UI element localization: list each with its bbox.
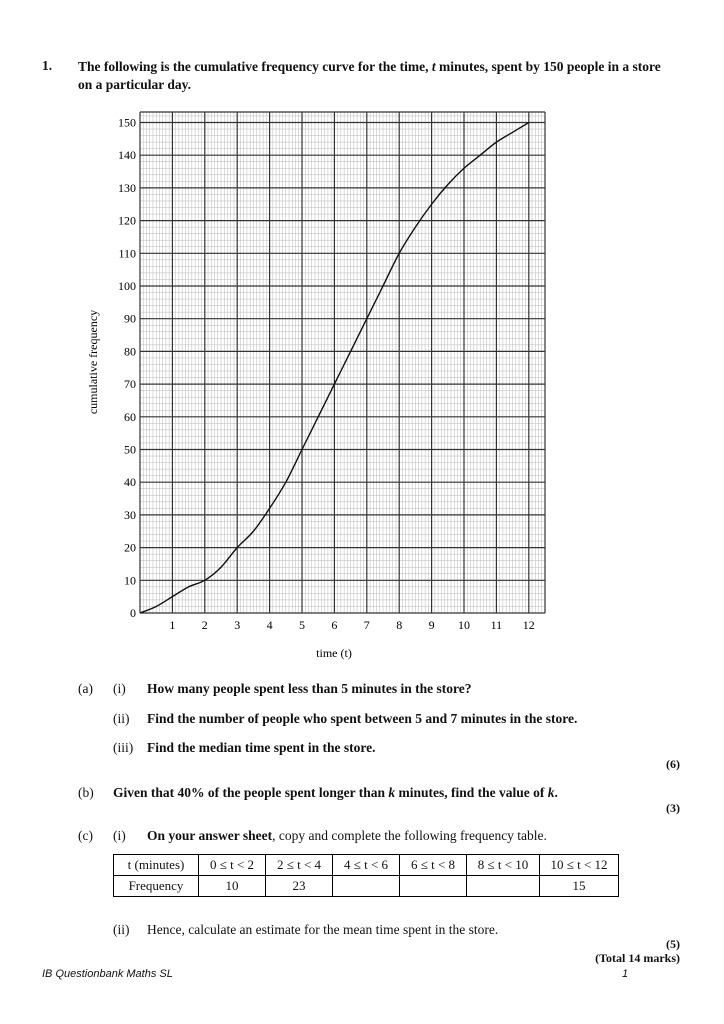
x-tick-label: 11	[490, 618, 503, 632]
x-tick-label: 5	[299, 618, 305, 632]
y-tick-label: 30	[124, 507, 136, 522]
y-axis-label: cumulative frequency	[86, 309, 100, 415]
x-tick-label: 12	[522, 618, 535, 632]
y-tick-label: 60	[124, 409, 136, 424]
x-tick-label: 2	[201, 618, 208, 632]
part-c-ii-label: (ii)	[113, 922, 130, 937]
part-a-iii-label: (iii)	[113, 740, 134, 755]
y-tick-labels	[118, 116, 136, 621]
y-tick-label: 140	[118, 148, 136, 163]
x-tick-label: 6	[331, 618, 338, 632]
part-c-i-text	[147, 828, 547, 844]
table-interval: 8 ≤ t < 10	[467, 855, 540, 876]
part-c-ii-text: Hence, calculate an estimate for the mean time spent in the store.	[147, 922, 499, 937]
table-frequency-cell	[400, 876, 467, 897]
part-a-i-label: (i)	[113, 681, 126, 696]
part-b-text	[113, 785, 558, 801]
x-tick-label: 7	[363, 618, 370, 632]
table-frequency-row	[114, 876, 619, 897]
table-frequency-cell	[333, 876, 400, 897]
part-b-text-1: Given that 40% of the people spent longer than	[113, 785, 389, 800]
x-tick-label: 8	[396, 618, 403, 632]
part-c-i-bold: On your answer sheet	[147, 828, 273, 843]
part-c-i-label: (i)	[113, 828, 126, 843]
y-tick-label: 150	[118, 115, 136, 130]
total-marks: (Total 14 marks)	[595, 951, 680, 965]
y-tick-label: 120	[118, 213, 136, 228]
part-c-marks: (5)	[666, 937, 680, 951]
x-tick-label: 4	[266, 618, 273, 632]
x-tick-labels	[169, 618, 534, 632]
major-grid	[140, 112, 545, 613]
table-interval: 4 ≤ t < 6	[333, 855, 400, 876]
x-tick-label: 10	[458, 618, 470, 632]
y-tick-label: 50	[124, 442, 136, 457]
y-tick-label: 90	[124, 311, 136, 326]
x-tick-label: 3	[234, 618, 241, 632]
part-a-iii-text: Find the median time spent in the store.	[147, 740, 376, 755]
part-a-label: (a)	[78, 681, 93, 696]
y-tick-label: 110	[118, 246, 136, 261]
part-a-ii-label: (ii)	[113, 711, 130, 726]
part-a-i-text: How many people spent less than 5 minutes in the store?	[147, 681, 472, 696]
part-b-text-3: .	[554, 785, 558, 800]
y-tick-label: 130	[118, 180, 136, 195]
table-interval: 0 ≤ t < 2	[199, 855, 266, 876]
y-tick-label: 100	[118, 279, 136, 293]
part-c-label: (c)	[78, 828, 93, 843]
y-tick-label: 80	[124, 344, 136, 359]
part-b-variable: k	[388, 785, 396, 800]
x-tick-label: 9	[428, 618, 435, 632]
page-number: 1	[622, 968, 629, 980]
table-row-label: Frequency	[114, 876, 199, 897]
x-axis-label: time (t)	[316, 646, 352, 660]
table-header-row	[114, 855, 619, 876]
intro-text-a: The following is the cumulative frequency curve for the time,	[78, 59, 432, 74]
table-interval: 6 ≤ t < 8	[400, 855, 467, 876]
table-frequency-cell	[467, 876, 540, 897]
part-b-label: (b)	[78, 785, 94, 800]
part-a-ii-text: Find the number of people who spent between 5 and 7 minutes in the store.	[147, 711, 578, 726]
y-tick-label: 70	[124, 377, 136, 392]
frequency-table	[113, 854, 619, 897]
y-tick-label: 10	[124, 573, 136, 588]
table-frequency-cell: 10	[199, 876, 266, 897]
y-tick-label: 20	[124, 540, 136, 555]
table-interval: 2 ≤ t < 4	[266, 855, 333, 876]
question-number: 1.	[42, 58, 53, 73]
table-frequency-cell: 15	[540, 876, 619, 897]
y-tick-label: 40	[124, 475, 136, 490]
table-header-label: t (minutes)	[114, 855, 199, 876]
x-tick-label: 1	[169, 618, 176, 632]
minor-grid	[140, 112, 545, 613]
part-b-marks: (3)	[666, 801, 680, 815]
part-b-text-2: minutes, find the value of	[395, 785, 548, 800]
part-c-i-rest: , copy and complete the following frequency table.	[272, 828, 547, 843]
y-tick-label: 0	[130, 606, 136, 620]
table-frequency-cell: 23	[266, 876, 333, 897]
intro-text-b: minutes, spent by 150 people in a store on a particular day.	[78, 59, 661, 92]
footer-source: IB Questionbank Maths SL	[42, 968, 173, 980]
table-interval: 10 ≤ t < 12	[540, 855, 619, 876]
part-a-marks: (6)	[666, 757, 680, 771]
intro-variable: t	[431, 59, 436, 74]
part-b-variable-2: k	[547, 785, 555, 800]
